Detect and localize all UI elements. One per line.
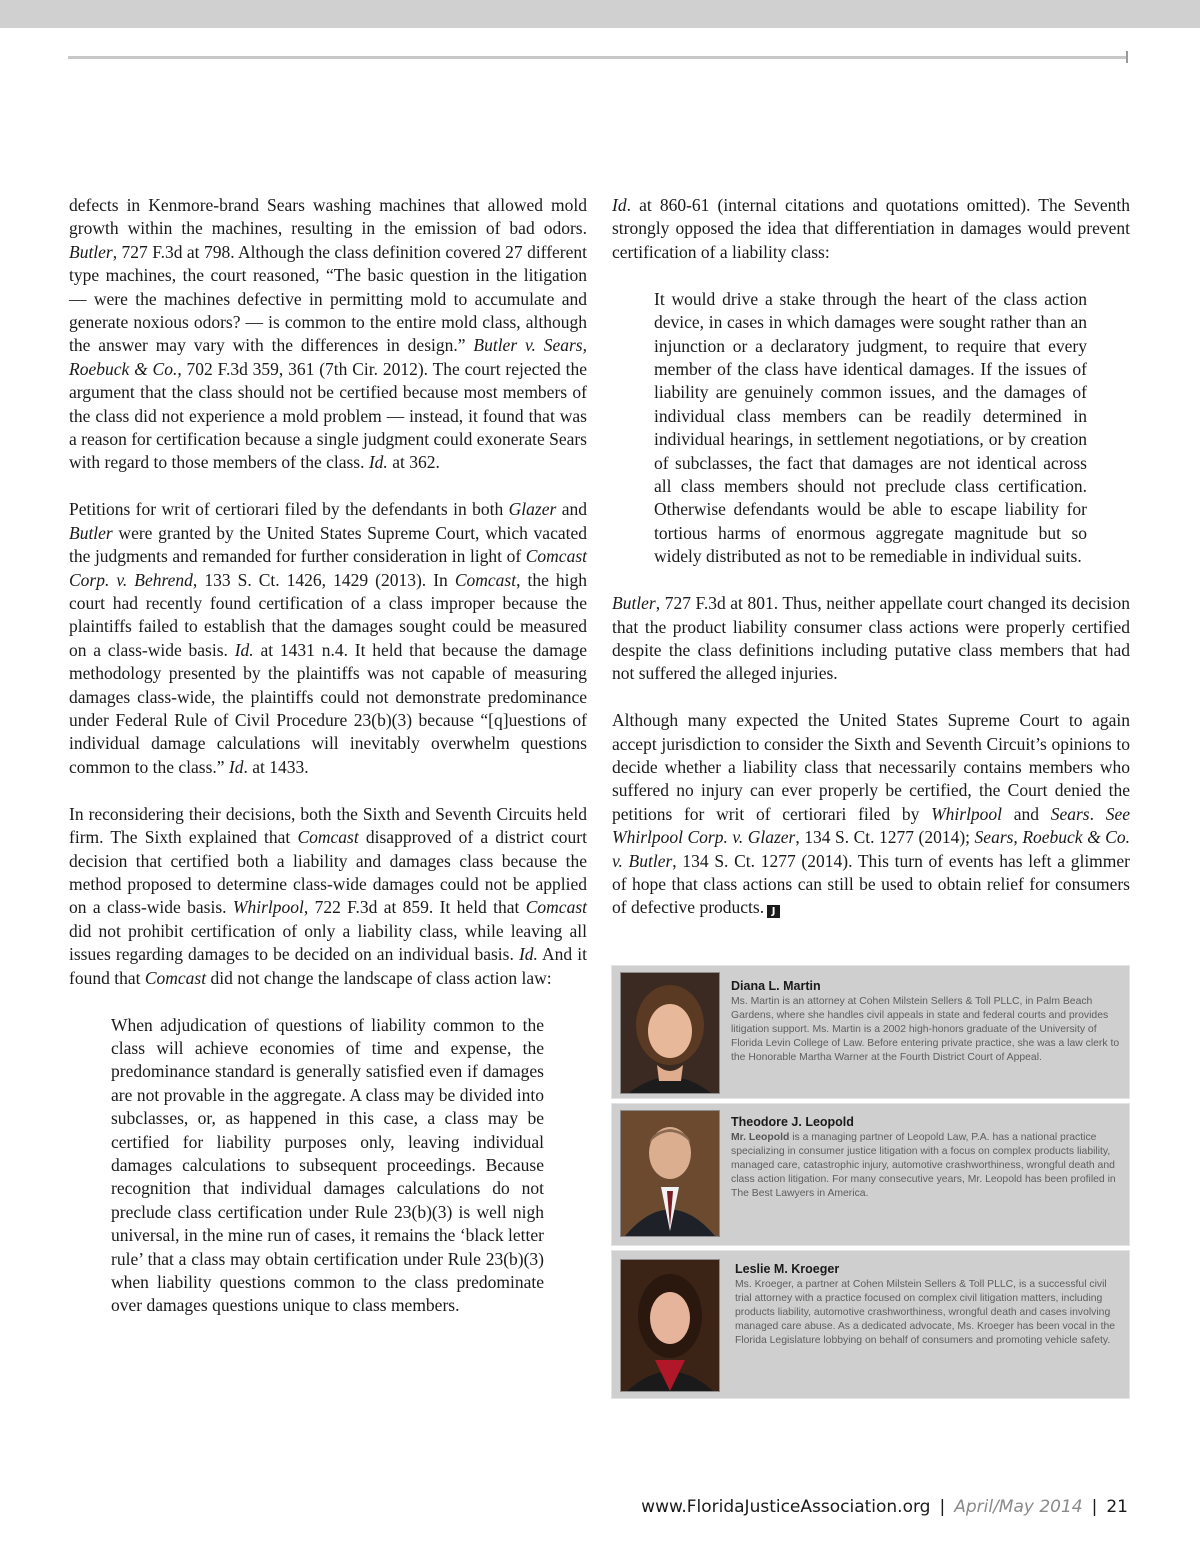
right-block-quote	[654, 288, 1087, 569]
left-paragraph-3	[69, 803, 587, 990]
text-run: at 1431 n.4. It held that because the damage methodology presented by the plaintiffs was not capable of measuring damages class-wide, the plaintiffs could not demonstrate predominance under Federal Rule of Civil Procedure 23(b)(3) because “[q]uestions of individual damage calculations will inevitably overwhelm questions common to the class.”	[69, 639, 587, 777]
italic-citation: Comcast	[525, 897, 587, 918]
italic-citation: Whirlpool	[232, 897, 304, 918]
text-run: Although many expected the United States Supreme Court to again accept jurisdiction to consider the Sixth and Seventh Circuit’s opinions to decide whether a liability class that necessarily contains members who suffered no injury can ever properly be certified, the Court denied the petitions for writ of certiorari filed by	[612, 710, 1130, 824]
author-photo-theodore-leopold	[620, 1110, 720, 1237]
italic-citation: Comcast Corp. v. Behrend	[69, 546, 587, 590]
bio-box-leslie-kroeger	[611, 1250, 1130, 1399]
text-run: , 133 S. Ct. 1426, 1429 (2013). In	[192, 569, 455, 590]
author-description: Ms. Martin is an attorney at Cohen Milstein Sellers & Toll PLLC, in Palm Beach Gardens, where she handles civil appeals in state and federal courts and provides litigation support. Ms. Martin is a 2002 high-honors graduate of the University of Florida Levin College of Law. Before entering private practice, she was a law clerk to the Honorable Martha Warner at the Fourth District Court of Appeal.	[731, 996, 1120, 1063]
portrait-leslie-kroeger	[621, 1260, 719, 1391]
header-rule	[68, 56, 1128, 59]
italic-citation: Comcast	[144, 967, 207, 988]
text-run: did not change the landscape of class action law:	[206, 967, 552, 988]
text-run: Petitions for writ of certiorari filed by the defendants in both	[69, 499, 509, 520]
footer-issue-date: April/May 2014	[954, 1497, 1083, 1517]
italic-citation: Butler	[69, 241, 113, 262]
left-paragraph-2	[69, 498, 587, 779]
footer-page-number: 21	[1106, 1497, 1128, 1517]
text-run: , 722 F.3d at 859. It held that	[303, 897, 526, 918]
text-run: defects in Kenmore-brand Sears washing machines that allowed mold growth within the machines, resulting in the emission of bad odors.	[69, 195, 587, 239]
text-run: , 134 S. Ct. 1277 (2014);	[795, 827, 975, 848]
author-lead: Mr. Leopold	[731, 1132, 790, 1143]
text-run: In reconsidering their decisions, both the Sixth and Seventh Circuits held firm. The Sixth explained that	[69, 803, 587, 848]
text-run: were granted by the United States Supreme Court, which vacated the judgments and remanded for further consideration in light of	[69, 522, 587, 567]
author-description: is a managing partner of Leopold Law, P.A. has a national practice specializing in consumer justice litigation with a focus on complex products liability, managed care, catastrophic injury, automotive crashworthiness, wrongful death and class action litigation. For many consecutive years, Mr. Leopold has been profiled in The Best Lawyers in America.	[731, 1132, 1116, 1199]
right-paragraph-3	[612, 709, 1130, 920]
text-run: and	[556, 499, 587, 520]
bio-text-theodore-leopold	[731, 1114, 1123, 1201]
left-column	[69, 194, 587, 1318]
header-rule-end	[1126, 51, 1128, 63]
text-run: . at 1433.	[243, 756, 309, 777]
left-paragraph-1	[69, 194, 587, 475]
italic-citation: Id	[228, 756, 244, 777]
right-paragraph-2	[612, 592, 1130, 686]
text-run: . at 860-61 (internal citations and quotations omitted). The Seventh strongly opposed the idea that differentiation in damages would prevent certification of a liability class:	[612, 195, 1130, 262]
end-of-article-mark: J	[767, 905, 780, 918]
text-run: .	[1089, 803, 1106, 824]
italic-citation: Id.	[234, 639, 254, 660]
bio-text-leslie-kroeger	[735, 1261, 1123, 1348]
footer-separator: |	[1091, 1497, 1098, 1517]
text-run: at 362.	[387, 452, 440, 473]
italic-citation: Glazer	[508, 499, 557, 520]
italic-citation: Id.	[368, 452, 388, 473]
italic-citation: Butler v. Sears, Roebuck & Co.	[69, 335, 587, 379]
italic-citation: Butler	[612, 593, 656, 614]
text-run: When adjudication of questions of liability common to the class will achieve economies of time and expense, the predominance standard is generally satisfied even if damages are not provable in the aggregate. A class may be divided into subclasses, or, as happened in this case, a class may be certified for liability purposes only, leaving individual damages calculations to subsequent proceedings. Because recognition that individual damages calculations do not preclude class certification under Rule 23(b)(3) is well nigh universal, in the mine run of cases, it remains the ‘black letter rule’ that a class may obtain certification under Rule 23(b)(3) when liability questions common to the class predominate over damages questions unique to class members.	[111, 1014, 544, 1316]
footer-separator: |	[939, 1497, 946, 1517]
italic-citation: Comcast	[454, 569, 517, 590]
text-run: It would drive a stake through the heart of the class action device, in cases in which damages were sought rather than an injunction or a declaratory judgment, to require that every member of the class have identical damages. If the issues of liability are genuinely common issues, and the damages of individual class members can be readily determined in individual hearings, in settlement negotiations, or by creation of subclasses, the fact that damages are not identical across all class members should not preclude class certification. Otherwise defendants would be able to escape liability for tortious harms of enormous aggregate magnitude but so widely distributed as not to be remediable in individual suits.	[654, 288, 1087, 567]
portrait-theodore-leopold	[621, 1111, 719, 1236]
italic-citation: Sears	[1050, 803, 1090, 824]
italic-citation: Whirlpool	[931, 803, 1003, 824]
text-run: And it found that	[69, 944, 587, 988]
text-run: , 727 F.3d at 801. Thus, neither appellate court changed its decision that the product liability consumer class actions were properly certified despite the class definitions including putative class members that had not suffered the alleged injuries.	[612, 593, 1130, 684]
page-footer	[641, 1497, 1128, 1517]
author-name: Theodore J. Leopold	[731, 1115, 854, 1129]
italic-citation: Butler	[69, 522, 113, 543]
right-paragraph-1	[612, 194, 1130, 264]
author-photo-leslie-kroeger	[620, 1259, 720, 1392]
author-name: Diana L. Martin	[731, 979, 821, 993]
author-bios	[611, 965, 1130, 1403]
right-paragraph-3-text	[612, 710, 1130, 917]
italic-citation: See Whirlpool Corp. v. Glazer	[612, 803, 1130, 848]
italic-citation: Id.	[518, 944, 538, 965]
top-header-bar	[0, 0, 1200, 28]
portrait-diana-martin	[621, 973, 719, 1093]
italic-citation: Comcast	[297, 827, 359, 848]
text-run: , the high court had recently found certification of a class improper because the plaintiffs failed to establish that the damages sought could be measured on a class-wide basis.	[69, 569, 587, 660]
bio-text-diana-martin	[731, 978, 1123, 1065]
author-name: Leslie M. Kroeger	[735, 1262, 840, 1276]
text-run: , 702 F.3d 359, 361 (7th Cir. 2012). The court rejected the argument that the class should not be certified because most members of the class did not experience a mold problem — instead, it found that was a reason for certification because a single judgment could exonerate Sears with regard to those members of the class.	[69, 358, 587, 473]
italic-citation: Sears, Roebuck & Co. v. Butler	[612, 827, 1130, 871]
right-column	[612, 194, 1130, 920]
bio-box-theodore-leopold	[611, 1103, 1130, 1246]
text-run: and	[1002, 803, 1051, 824]
text-run: did not prohibit certification of only a liability class, while leaving all issues regarding damages to be decided on an individual basis.	[69, 920, 587, 965]
text-run: , 134 S. Ct. 1277 (2014). This turn of events has left a glimmer of hope that class actions can still be used to obtain relief for consumers of defective products.	[612, 850, 1131, 918]
footer-website-link[interactable]: www.FloridaJusticeAssociation.org	[641, 1497, 931, 1517]
text-run: , 727 F.3d at 798. Although the class definition covered 27 different type machines, the court reasoned, “The basic question in the litigation — were the machines defective in permitting mold to accumulate and generate noxious odors? — is common to the entire mold class, although the answer may vary with the differences in design.”	[69, 241, 587, 356]
text-run: disapproved of a district court decision that certified both a liability and damages class because the method proposed to determine class-wide damages could not be applied on a class-wide basis.	[69, 827, 587, 918]
author-photo-diana-martin	[620, 972, 720, 1094]
left-block-quote	[111, 1014, 544, 1318]
author-description: Ms. Kroeger, a partner at Cohen Milstein Sellers & Toll PLLC, is a successful civil trial attorney with a practice focused on complex civil litigation matters, including products liability, automotive crashworthiness, wrongful death and cases involving managed care abuse. As a dedicated advocate, Ms. Kroeger has been vocal in the Florida Legislature lobbying on behalf of consumers and promoting vehicle safety.	[735, 1279, 1116, 1346]
bio-box-diana-martin	[611, 965, 1130, 1099]
italic-citation: Id	[612, 195, 627, 215]
